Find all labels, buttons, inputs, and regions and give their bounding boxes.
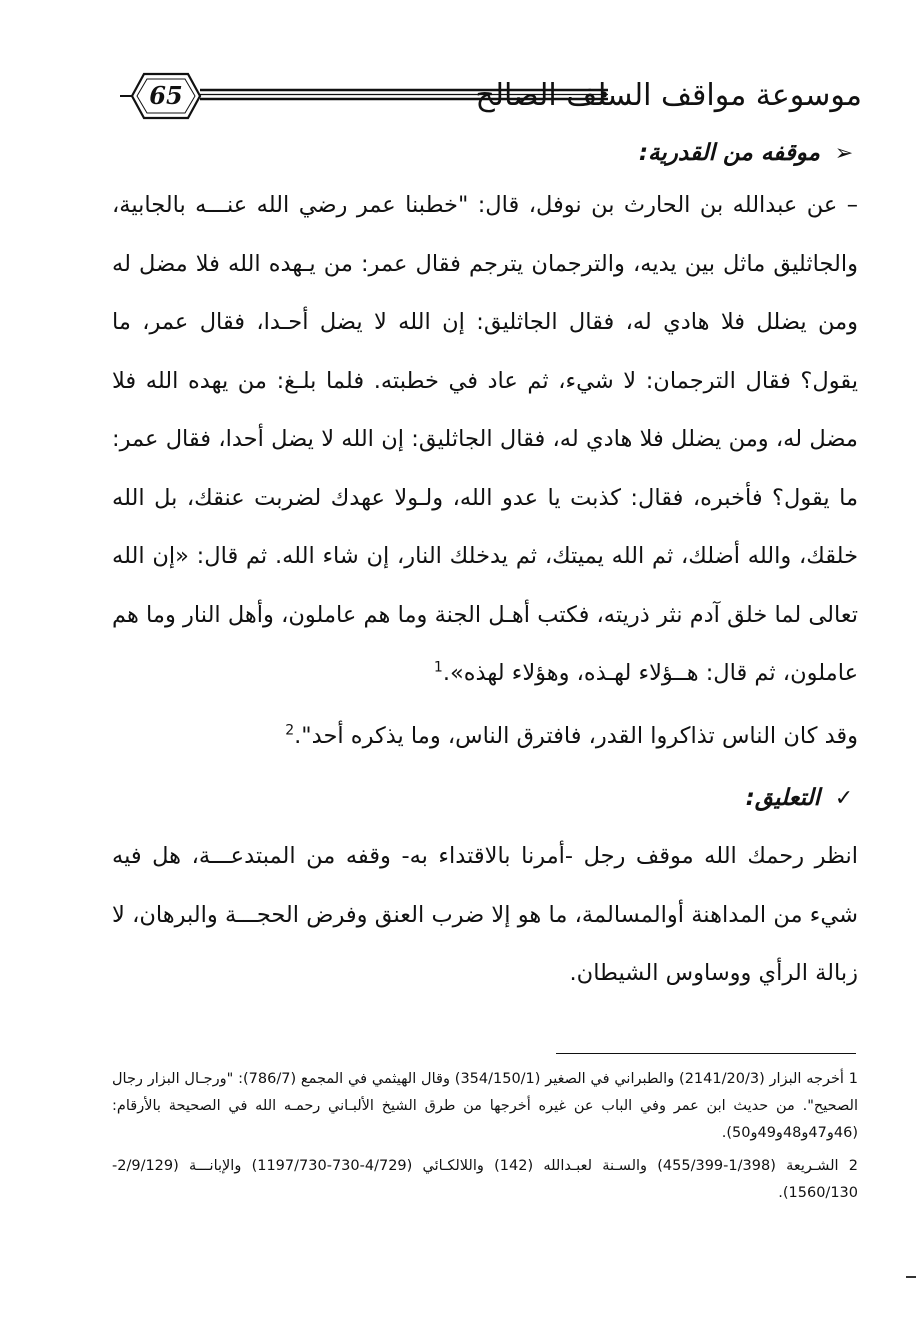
running-title: موسوعة مواقف السلف الصالح [475,78,862,113]
footnote-text: أخرجه البزار (2141/20/3) والطبراني في الصغير (354/150/1) وقال الهيثمي في المجمع (786/7): "ورجـال البزار رجال الصحيح". من حديث ابن عمر وفي الباب عن غيره أخرجها من طرق الشيخ الألبـاني رحمـه الله في الصحيحة بالأرقام: (46و47و48و49و50). [112,1071,858,1141]
comment-paragraph [112,827,858,1003]
narration-paragraph [112,176,858,703]
footnote-ref-2: 2 [285,722,295,738]
footnote-2 [112,1153,858,1207]
footnote-number: 2 [848,1158,858,1174]
checkmark-icon: ✓ [834,785,854,811]
page-number: 65 [149,81,183,110]
narration-text: – عن عبدالله بن الحارث بن نوفل، قال: "خطبنا عمر رضي الله عنـــه بالجابية، والجاثليق ماثل بين يديه، والترجمان يترجم فقال عمر: من يـهده الله فلا مضل له ومن يضلل فلا هادي له، فقال الجاثليق: إن الله لا يضل أحـدا، فقال عمر، ما يقول؟ فقال الترجمان: لا شيء، ثم عاد في خطبته. فلما بلـغ: من يهده الله فلا مضل له، ومن يضلل فلا هادي له، فقال الجاثليق: إن الله لا يضل أحدا، فقال عمر: ما يقول؟ فأخبره، فقال: كذبت يا عدو الله، ولـولا عهدك لضربت عنقك، بل الله خلقك، والله أضلك، ثم الله يميتك، ثم يدخلك النار، إن شاء الله. ثم قال: «إن الله تعالى لما خلق آدم نثر ذريته، فكتب أهـل الجنة وما هم عاملون، وأهل النار وما هم عاملون، ثم قال: هــؤلاء لهـذه، وهؤلاء لهذه». [112,192,858,686]
main-text [112,130,858,1003]
footnote-1 [112,1066,858,1147]
footnote-divider [556,1053,856,1054]
footnotes [112,1066,858,1213]
closing-paragraph [112,707,858,766]
footnote-number: 1 [848,1071,859,1087]
page-header [118,66,866,126]
footnote-text: الشـريعة (1/398-455/399) والسـنة لعبـدالله (142) واللالكـائي (4/729-730-1197/730) والإبانـــة (2/9/129-1560/130). [112,1158,858,1201]
comment-text: انظر رحمك الله موقف رجل -أمرنا بالاقتداء به- وقفه من المبتدعـــة، هل فيه شيء من المداهنة أوالمسالمة، ما هو إلا ضرب العنق وفرض الحجـــة والبرهان، لا زبالة الرأي ووساوس الشيطان. [112,843,858,986]
scan-mark [906,1276,916,1278]
comment-heading [112,769,858,827]
section-heading-qadariyya [112,130,858,176]
arrowhead-icon: ➢ [834,140,854,166]
closing-text: وقد كان الناس تذاكروا القدر، فافترق الناس، وما يذكره أحد". [294,722,858,749]
comment-heading-text: التعليق: [745,785,820,811]
section-heading-text: موقفه من القدرية: [638,140,820,166]
footnote-ref-1: 1 [433,659,443,676]
